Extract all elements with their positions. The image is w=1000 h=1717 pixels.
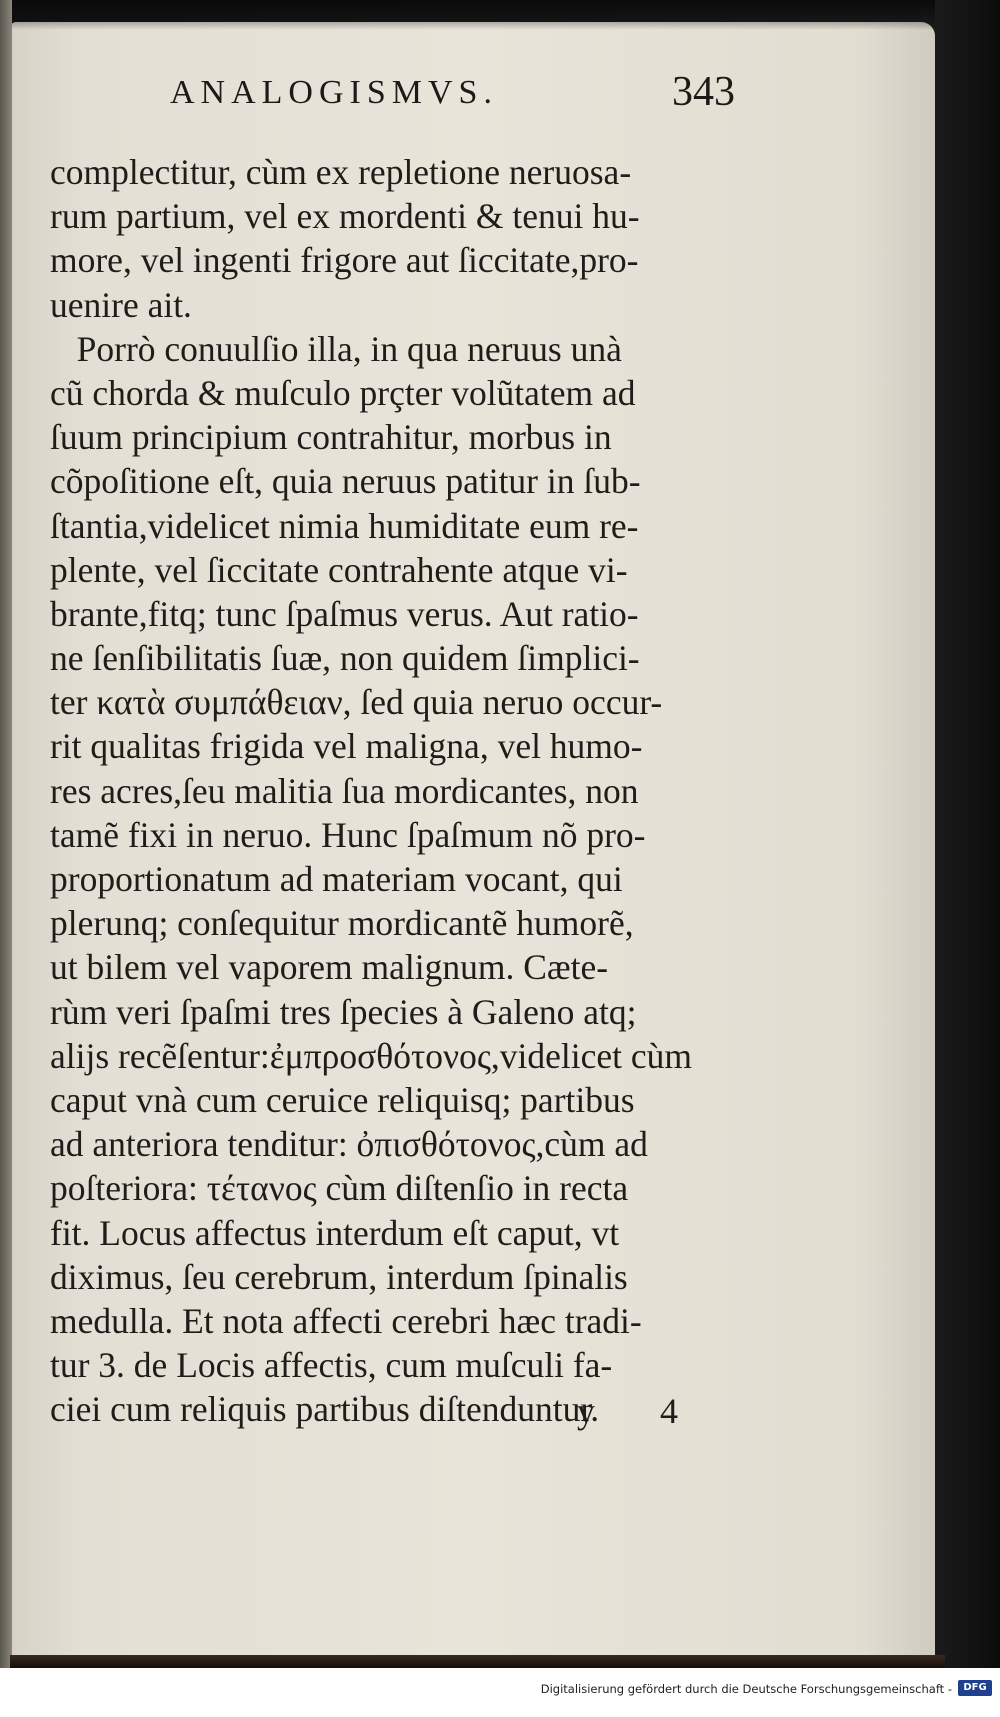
text-line: ut bilem vel vaporem malignum. Cæte- — [50, 947, 609, 988]
text-line: diximus, ſeu cerebrum, interdum ſpinalis — [50, 1256, 628, 1297]
text-line: cõpoſitione eſt, quia neruus patitur in ſub- — [50, 461, 641, 502]
text-line: proportionatum ad materiam vocant, qui — [50, 859, 623, 899]
text-line: more, vel ingenti frigore aut ſiccitate,pro- — [50, 240, 639, 281]
text-line: res acres,ſeu malitia ſua mordicantes, non — [50, 770, 639, 811]
book-spine — [0, 0, 12, 1668]
text-line: cũ chorda & muſculo prçter volũtatem ad — [50, 372, 636, 413]
dfg-logo-icon: DFG — [958, 1680, 992, 1696]
text-line: ne ſenſibilitatis ſuæ, non quidem ſimplici- — [50, 638, 640, 679]
text-line: ſuum principium contrahitur, morbus in — [50, 417, 612, 458]
text-line: ter κατὰ συμπάθειαν, ſed quia neruo occur- — [50, 682, 663, 723]
page-bottom-edge — [10, 1655, 945, 1668]
text-line: rum partium, vel ex mordenti & tenui hu- — [50, 196, 640, 237]
text-line: rùm veri ſpaſmi tres ſpecies à Galeno atq; — [50, 991, 637, 1032]
text-line: rit qualitas frigida vel maligna, vel humo- — [50, 726, 643, 767]
text-line: caput vnà cum ceruice reliquisq; partibus — [50, 1079, 635, 1120]
text-line: uenire ait. — [50, 284, 192, 325]
text-line: ciei cum reliquis partibus diſtenduntur. — [50, 1389, 600, 1430]
footer-credit: Digitalisierung gefördert durch die Deutsche Forschungsgemeinschaft - — [540, 1682, 952, 1696]
text-line: medulla. Et nota affecti cerebri hæc tradi- — [50, 1300, 642, 1341]
page-number: 343 — [672, 69, 735, 115]
signature-mark: y 4 — [577, 1391, 706, 1431]
text-line: Porrò conuulſio illa, in qua neruus unà — [50, 328, 622, 369]
text-line: complectitur, cùm ex repletione neruosa- — [50, 152, 632, 192]
text-line: tur 3. de Locis affectis, cum muſculi fa- — [50, 1345, 613, 1386]
running-head: ANALOGISMVS. — [170, 74, 498, 111]
text-line: alijs recẽſentur:ἐμπροσθότονος,videlicet cùm — [50, 1035, 692, 1076]
text-line: plerunq; conſequitur mordicantẽ humorẽ, — [50, 903, 634, 944]
text-line: plente, vel ſiccitate contrahente atque vi- — [50, 549, 628, 590]
book-page — [10, 22, 935, 1662]
text-line: brante,fitq; tunc ſpaſmus verus. Aut ratio- — [50, 593, 639, 634]
page-top-shadow — [10, 0, 935, 30]
text-line: ad anteriora tenditur: ὀπισθότονος,cùm ad — [50, 1124, 648, 1165]
text-line: fit. Locus affectus interdum eſt caput, vt — [50, 1212, 620, 1253]
text-line: poſteriora: τέτανος cùm diſtenſio in recta — [50, 1168, 629, 1209]
text-line: ſtantia,videlicet nimia humiditate eum re- — [50, 505, 639, 546]
body-text — [50, 150, 770, 1431]
footer-bar — [0, 1668, 1000, 1717]
text-line: tamẽ fixi in neruo. Hunc ſpaſmum nõ pro- — [50, 814, 646, 855]
